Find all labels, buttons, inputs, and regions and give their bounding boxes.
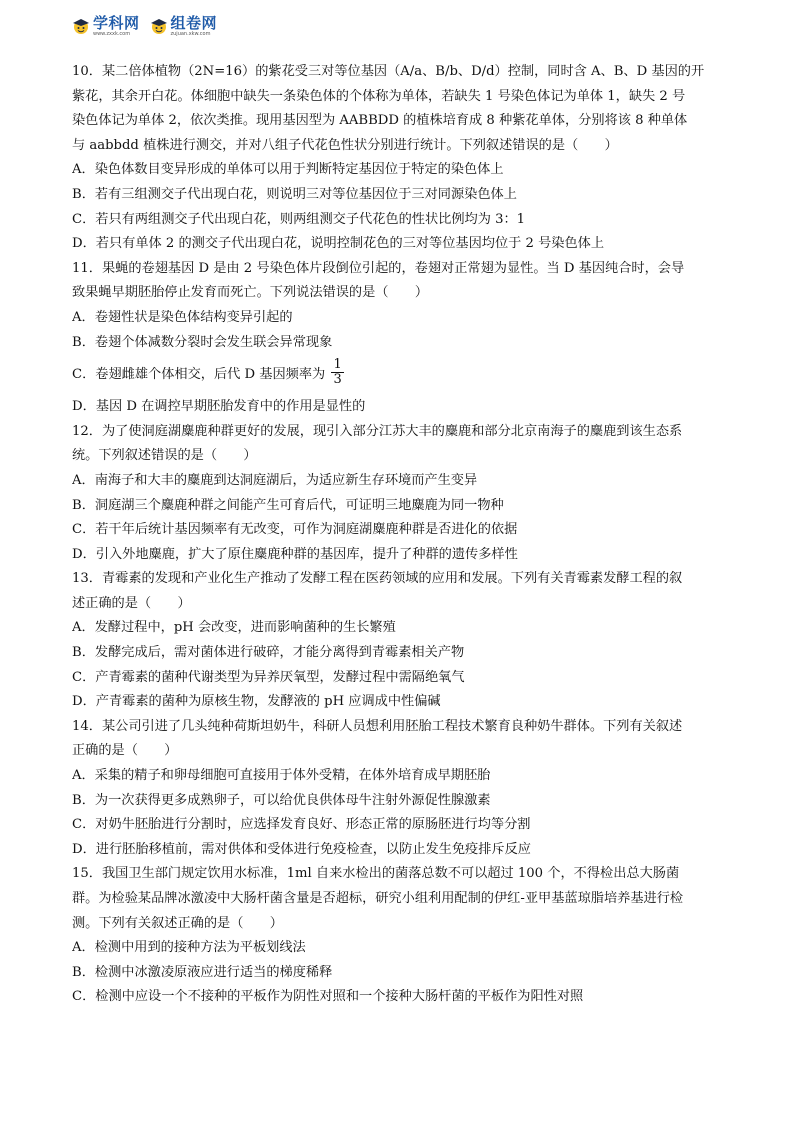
option-line: D．引入外地麋鹿，扩大了原住麋鹿种群的基因库，提升了种群的遗传多样性 bbox=[72, 546, 518, 562]
option-line-with-fraction bbox=[72, 355, 724, 395]
question-text-line: 正确的是（ ） bbox=[72, 743, 178, 759]
option-line: C．产青霉素的菌种代谢类型为异养厌氧型，发酵过程中需隔绝氧气 bbox=[72, 669, 465, 685]
graduate-cap-icon bbox=[72, 17, 90, 35]
option-line: C．检测中应设一个不接种的平板作为阴性对照和一个接种大肠杆菌的平板作为阳性对照 bbox=[72, 989, 584, 1005]
option-line: A．染色体数目变异形成的单体可以用于判断特定基因位于特定的染色体上 bbox=[72, 162, 504, 178]
option-line: D．若只有单体 2 的测交子代出现白花，说明控制花色的三对等位基因均位于 2 号染色体上 bbox=[72, 236, 605, 252]
logo-url: www.zxxk.com bbox=[93, 30, 131, 37]
question-text-line: 致果蝇早期胚胎停止发育而死亡。下列说法错误的是（ ） bbox=[72, 285, 429, 301]
question-text-line: 15．我国卫生部门规定饮用水标准，1ml 自来水检出的菌落总数不可以超过 100 个，不得检出总大肠菌 bbox=[72, 866, 680, 882]
option-line: A．卷翅性状是染色体结构变异引起的 bbox=[72, 309, 293, 325]
option-line: C．对奶牛胚胎进行分割时，应选择发育良好、形态正常的原肠胚进行均等分割 bbox=[72, 817, 531, 833]
fraction-numerator: 1 bbox=[333, 357, 342, 373]
option-line: B．检测中冰激凌原液应进行适当的梯度稀释 bbox=[72, 964, 333, 980]
option-line: D．进行胚胎移植前，需对供体和受体进行免疫检查，以防止发生免疫排斥反应 bbox=[72, 841, 531, 857]
option-line: B．发酵完成后，需对菌体进行破碎，才能分离得到青霉素相关产物 bbox=[72, 645, 465, 661]
logo-url: zujuan.xkw.com bbox=[170, 30, 211, 37]
question-text-line: 12．为了使洞庭湖麋鹿种群更好的发展，现引入部分江苏大丰的麋鹿和部分北京南海子的麋鹿到该生态系 bbox=[72, 423, 683, 439]
question-text-line: 13．青霉素的发现和产业化生产推动了发酵工程在医药领域的应用和发展。下列有关青霉素发酵工程的叙 bbox=[72, 571, 683, 587]
question-text-line: 测。下列有关叙述正确的是（ ） bbox=[72, 915, 283, 931]
fraction-denominator: 3 bbox=[333, 372, 342, 388]
question-text-line: 11．果蝇的卷翅基因 D 是由 2 号染色体片段倒位引起的，卷翅对正常翅为显性。当 D 基因纯合时，会导 bbox=[72, 260, 685, 276]
question-text-line: 统。下列叙述错误的是（ ） bbox=[72, 448, 257, 464]
question-text-line: 群。为检验某品牌冰激凌中大肠杆菌含量是否超标，研究小组利用配制的伊红-亚甲基蓝琼脂培养基进行检 bbox=[72, 891, 684, 906]
logo-name: 组卷网 bbox=[170, 13, 218, 32]
page-header bbox=[72, 12, 217, 40]
option-line: A．发酵过程中，pH 会改变，进而影响菌种的生长繁殖 bbox=[72, 620, 396, 636]
fraction bbox=[331, 358, 343, 387]
graduate-cap-icon bbox=[150, 17, 168, 35]
option-line: C．若只有两组测交子代出现白花，则两组测交子代花色的性状比例均为 3：1 bbox=[72, 211, 526, 227]
question-text-line: 10．某二倍体植物（2N=16）的紫花受三对等位基因（A/a、B/b、D/d）控制，同时含 A、B、D 基因的开 bbox=[72, 64, 705, 79]
option-line: B．若有三组测交子代出现白花，则说明三对等位基因位于三对同源染色体上 bbox=[72, 186, 517, 202]
zujuanwang-logo bbox=[150, 13, 218, 37]
option-line: A．采集的精子和卵母细胞可直接用于体外受精，在体外培育成早期胚胎 bbox=[72, 768, 491, 784]
question-text-line: 紫花，其余开白花。体细胞中缺失一条染色体的个体称为单体，若缺失 1 号染色体记为单体 1，缺失 2 号 bbox=[72, 88, 686, 104]
logo-name: 学科网 bbox=[93, 13, 140, 32]
option-text: C．卷翅雌雄个体相交，后代 D 基因频率为 bbox=[72, 367, 326, 383]
option-line: B．洞庭湖三个麋鹿种群之间能产生可育后代，可证明三地麋鹿为同一物种 bbox=[72, 497, 504, 513]
option-line: D．基因 D 在调控早期胚胎发育中的作用是显性的 bbox=[72, 399, 366, 415]
option-line: A．南海子和大丰的麋鹿到达洞庭湖后，为适应新生存环境而产生变异 bbox=[72, 472, 478, 488]
question-text-line: 染色体记为单体 2，依次类推。现用基因型为 AABBDD 的植株培育成 8 种紫花单体，分别将该 8 种单体 bbox=[72, 113, 688, 129]
question-text-line: 14．某公司引进了几头纯种荷斯坦奶牛，科研人员想利用胚胎工程技术繁育良种奶牛群体。下列有关叙述 bbox=[72, 718, 683, 734]
xuekewang-logo bbox=[72, 13, 140, 37]
option-line: B．卷翅个体减数分裂时会发生联会异常现象 bbox=[72, 334, 333, 350]
question-text-line: 述正确的是（ ） bbox=[72, 595, 191, 611]
option-line: B．为一次获得更多成熟卵子，可以给优良供体母牛注射外源促性腺激素 bbox=[72, 792, 491, 808]
option-line: D．产青霉素的菌种为原核生物，发酵液的 pH 应调成中性偏碱 bbox=[72, 694, 441, 710]
question-text-line: 与 aabbdd 植株进行测交，并对八组子代花色性状分别进行统计。下列叙述错误的是（ ） bbox=[72, 137, 618, 153]
option-line: A．检测中用到的接种方法为平板划线法 bbox=[72, 940, 306, 956]
option-line: C．若干年后统计基因频率有无改变，可作为洞庭湖麋鹿种群是否进化的依据 bbox=[72, 522, 518, 538]
question-body bbox=[72, 60, 724, 1010]
